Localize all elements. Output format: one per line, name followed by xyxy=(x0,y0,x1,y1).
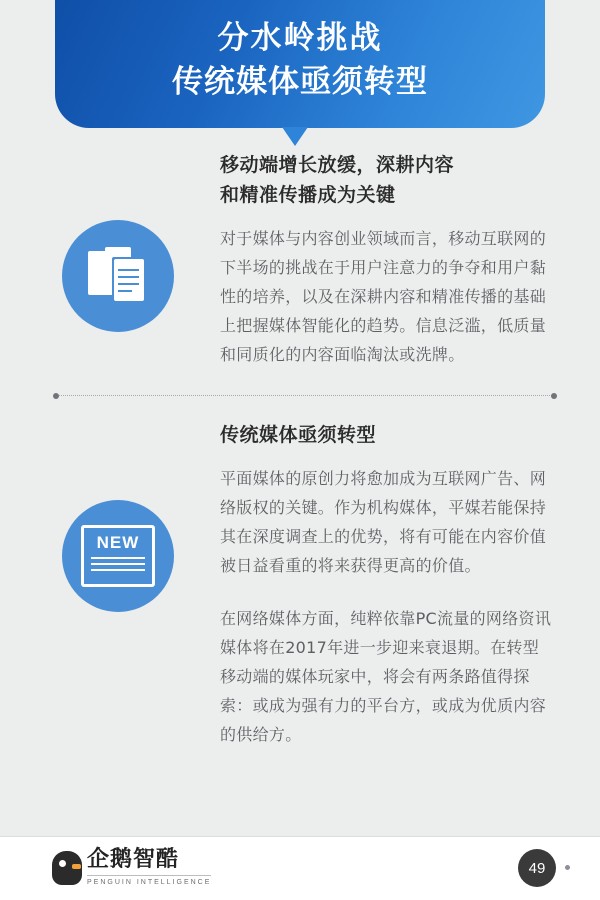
section-mobile-growth xyxy=(0,150,600,369)
documents-icon xyxy=(62,220,174,332)
newspaper-new-icon-glyph xyxy=(81,525,155,587)
newspaper-line-3 xyxy=(91,569,145,571)
section-divider xyxy=(56,395,554,396)
brand-name-cn: 企鹅智酷 xyxy=(87,847,180,872)
doc-line-2 xyxy=(118,276,139,278)
section-paragraph-2: 在网络媒体方面，纯粹依靠PC流量的网络资讯媒体将在2017年进一步迎来衰退期。在转型移动端的媒体玩家中，将会有两条路值得探索：或成为强有力的平台方，或成为优质内容的供给方。 xyxy=(220,609,552,744)
page-title-line1: 分水岭挑战 xyxy=(217,20,383,56)
section-paragraph: 对于媒体与内容创业领域而言，移动互联网的下半场的挑战在于用户注意力的争夺和用户黏性的培养，以及在深耕内容和精准传播的基础上把握媒体智能化的趋势。信息泛滥，低质量和同质化的内容面临淘汰或洗牌。 xyxy=(220,229,547,364)
header-banner xyxy=(0,0,600,150)
section-paragraph: 平面媒体的原创力将愈加成为互联网广告、网络版权的关键。作为机构媒体，平媒若能保持其在深度调查上的优势，将有可能在内容价值被日益看重的将来获得更高的价值。 xyxy=(220,469,547,575)
section-heading-line1: 传统媒体亟须转型 xyxy=(220,424,377,446)
doc-line-1 xyxy=(118,269,139,271)
brand-name-en: PENGUIN INTELLIGENCE xyxy=(87,875,211,886)
newspaper-line-2 xyxy=(91,563,145,565)
content-area xyxy=(0,150,600,749)
section-heading xyxy=(220,150,554,210)
newspaper-new-icon xyxy=(62,500,174,612)
section-heading-line2: 和精准传播成为关键 xyxy=(220,184,396,206)
section-heading xyxy=(220,420,554,450)
brand-logo-text xyxy=(87,849,211,886)
documents-icon-glyph xyxy=(88,247,148,305)
newspaper-lines xyxy=(91,557,145,571)
newspaper-new-label: NEW xyxy=(96,533,140,552)
penguin-icon xyxy=(52,851,82,885)
brand-logo xyxy=(52,849,211,886)
page-title-line2: 传统媒体亟须转型 xyxy=(172,64,428,100)
footer xyxy=(0,836,600,900)
page-title xyxy=(55,16,545,104)
page-number-badge: 49 xyxy=(518,849,556,887)
newspaper-line-1 xyxy=(91,557,145,559)
doc-line-3 xyxy=(118,283,139,285)
doc-line-4 xyxy=(118,290,132,292)
doc-page-front xyxy=(114,259,144,301)
banner-notch xyxy=(282,127,308,146)
section-heading-line1: 移动端增长放缓，深耕内容 xyxy=(220,154,455,176)
section-traditional-media xyxy=(0,420,600,749)
